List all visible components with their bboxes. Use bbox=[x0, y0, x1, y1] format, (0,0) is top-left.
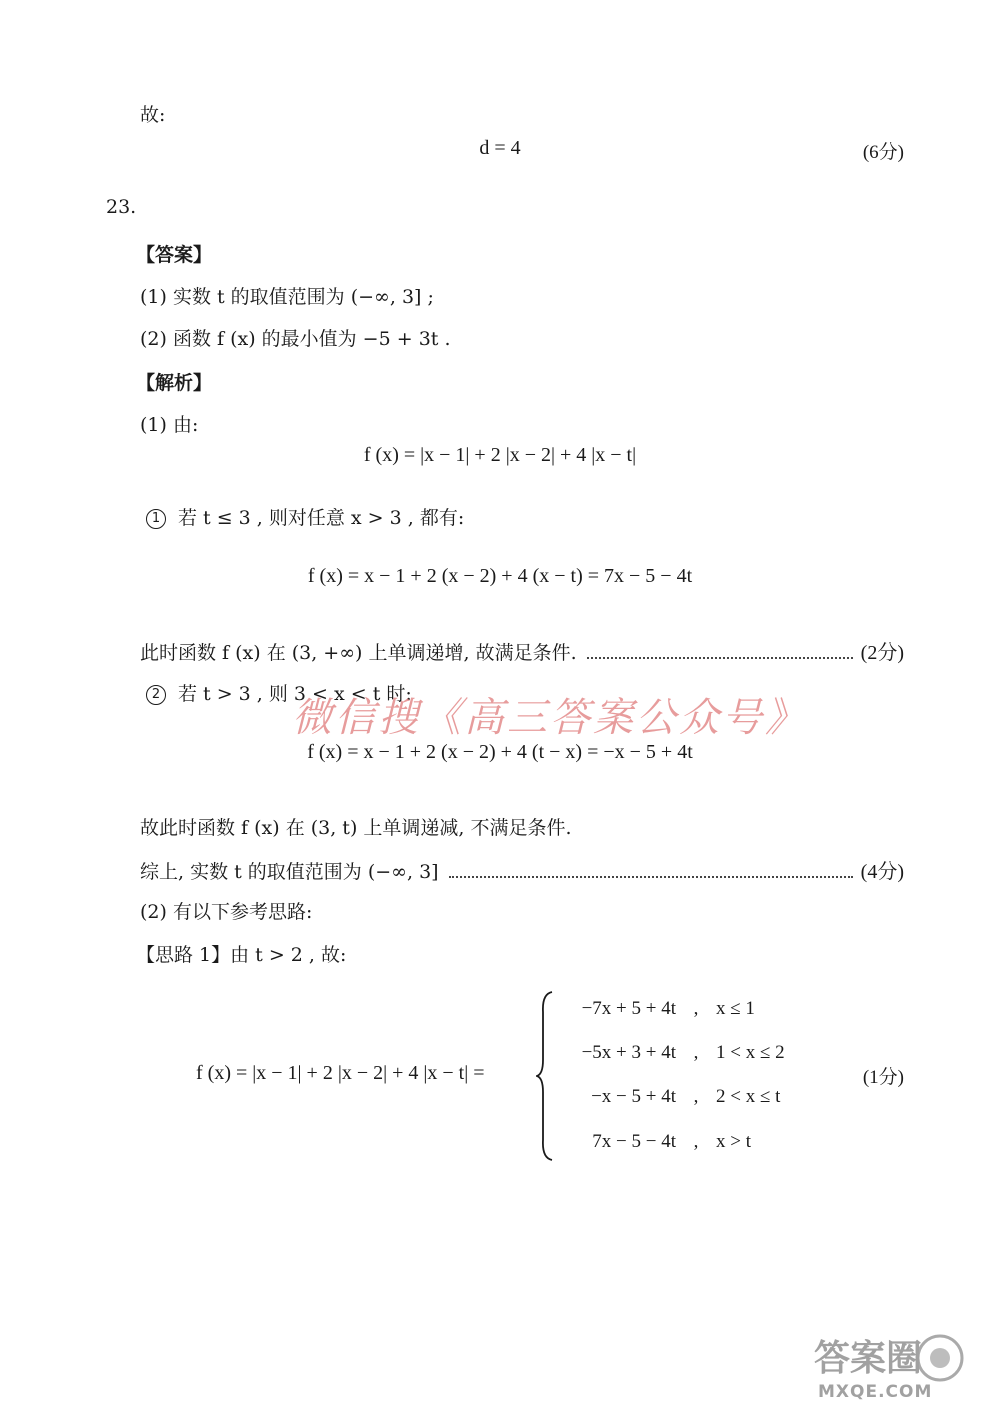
answer-line-1: (1) 实数 t 的取值范围为 (−∞, 3] ; bbox=[140, 286, 434, 308]
equation-d: d = 4 bbox=[479, 137, 521, 159]
main-equation: f (x) = |x − 1| + 2 |x − 2| + 4 |x − t| bbox=[363, 444, 637, 466]
leader-dots bbox=[587, 657, 853, 659]
case2-conclusion: 故此时函数 f (x) 在 (3, t) 上单调递减, 不满足条件. bbox=[140, 817, 572, 839]
piecewise-case: −5x + 3 + 4t , 1 < x ≤ 2 bbox=[581, 1042, 785, 1063]
logo-url: MXQE.COM bbox=[818, 1382, 933, 1402]
idea1-header: 【思路 1】由 t > 2 , 故: bbox=[136, 944, 347, 966]
answer-header: 【答案】 bbox=[136, 244, 213, 266]
case1-conclusion-row bbox=[140, 636, 904, 665]
case2-equation: f (x) = x − 1 + 2 (x − 2) + 4 (t − x) = −x − 5 + 4t bbox=[307, 741, 693, 763]
piecewise-case: −x − 5 + 4t , 2 < x ≤ t bbox=[591, 1086, 781, 1107]
score-2: (2分) bbox=[860, 642, 904, 664]
watermark-text: 微信搜《高三答案公众号》 bbox=[292, 695, 808, 741]
piecewise-case: 7x − 5 − 4t , x > t bbox=[592, 1131, 751, 1152]
answer-line-2: (2) 函数 f (x) 的最小值为 −5 + 3t . bbox=[140, 328, 451, 350]
case1-text: 若 t ≤ 3 , 则对任意 x > 3 , 都有: bbox=[178, 507, 465, 529]
part1-intro: (1) 由: bbox=[140, 414, 199, 436]
piecewise-lhs: f (x) = |x − 1| + 2 |x − 2| + 4 |x − t| = bbox=[196, 1062, 485, 1084]
score-1: (1分) bbox=[862, 1067, 904, 1088]
curly-brace-icon bbox=[536, 990, 556, 1162]
case1-line bbox=[146, 503, 464, 530]
case2-text: 若 t > 3 , 则 3 < x < t 时: bbox=[178, 683, 412, 705]
circled-number-2: 2 bbox=[146, 685, 166, 705]
site-logo bbox=[810, 1328, 970, 1406]
therefore-label: 故: bbox=[140, 104, 166, 126]
logo-text: 答案圈 bbox=[814, 1338, 923, 1379]
score-6: (6分) bbox=[862, 142, 904, 163]
circled-number-1: 1 bbox=[146, 509, 166, 529]
summary-row bbox=[140, 855, 904, 884]
part2-intro: (2) 有以下参考思路: bbox=[140, 901, 313, 923]
question-number: 23. bbox=[106, 196, 137, 218]
leader-dots bbox=[449, 876, 853, 878]
case1-conclusion: 此时函数 f (x) 在 (3, +∞) 上单调递增, 故满足条件. bbox=[140, 642, 577, 664]
analysis-header: 【解析】 bbox=[136, 372, 213, 394]
summary-text: 综上, 实数 t 的取值范围为 (−∞, 3] bbox=[140, 861, 439, 883]
piecewise-case: −7x + 5 + 4t , x ≤ 1 bbox=[581, 998, 755, 1019]
score-4: (4分) bbox=[860, 861, 904, 883]
case1-equation: f (x) = x − 1 + 2 (x − 2) + 4 (x − t) = 7x − 5 − 4t bbox=[307, 565, 693, 587]
